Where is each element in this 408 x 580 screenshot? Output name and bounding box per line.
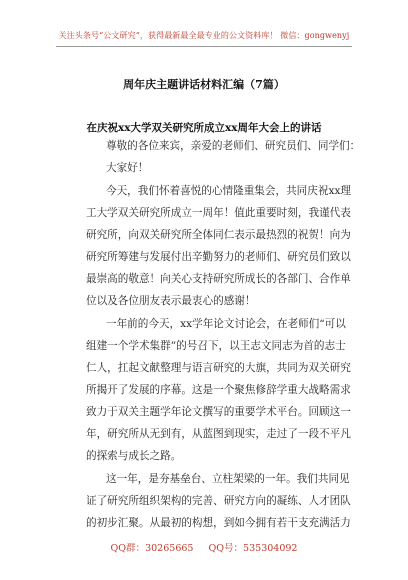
body-line: 致力于双关主题学年论文撰写的重要学术平台。回顾这一	[86, 406, 351, 418]
footer-contact	[0, 540, 408, 554]
body-line: 证了研究所组织架构的完善、研究方向的凝练、人才团队	[86, 495, 351, 507]
body-line: 的探索与成长之路。	[86, 450, 182, 462]
body-line: 研究所筹建与发展付出辛勤努力的老师们、研究员们致以	[86, 251, 351, 263]
body-line: 所揭开了发展的序幕。这是一个聚焦修辞学重大战略需求	[86, 384, 351, 396]
body-line: 工大学双关研究所成立一周年！值此重要时刻，我谨代表	[86, 207, 351, 219]
document-title: 周年庆主题讲话材料汇编（7篇）	[123, 78, 285, 91]
footer-qq-group: QQ群：30265665	[110, 543, 194, 554]
body-line: 年，研究所从无到有，从蓝图到现实，走过了一段不平凡	[86, 428, 351, 440]
body-line: 这一年，是夯基垒台、立柱架梁的一年。我们共同见	[106, 473, 350, 485]
body-line: 组建一个学术集群”的号召下，以王志文同志为首的志士	[86, 340, 346, 352]
body-line: 位以及各位朋友表示最衷心的感谢！	[86, 295, 256, 307]
header-divider	[56, 46, 352, 47]
body-line: 最崇高的敬意！向关心支持研究所成长的各部门、合作单	[86, 273, 351, 285]
body-line: 一年前的今天，xx学年论文讨论会，在老师们“可以	[106, 318, 346, 330]
body-line: 仁人，扛起文献整理与语言研究的大旗，共同为双关研究	[86, 362, 351, 374]
body-line: 今天，我们怀着喜悦的心情隆重集会，共同庆祝xx理	[106, 185, 352, 197]
speech-title: 在庆祝xx大学双关研究所成立xx周年大会上的讲话	[86, 122, 322, 134]
body-line-salutation: 尊敬的各位来宾，亲爱的老师们、研究员们、同学们：	[106, 140, 361, 152]
header-promo-note: 关注头条号“公文研究”，获得最新最全最专业的公文资料库！ 微信：gongwenyj	[58, 31, 350, 40]
footer-qq-number: QQ号：535304092	[208, 543, 298, 554]
body-line-greeting: 大家好！	[106, 162, 149, 174]
body-line: 研究所，向双关研究所全体同仁表示最热烈的祝贺！向为	[86, 229, 351, 241]
body-line: 的初步汇聚。从最初的构想，到如今拥有若干支充满活力	[86, 517, 351, 529]
